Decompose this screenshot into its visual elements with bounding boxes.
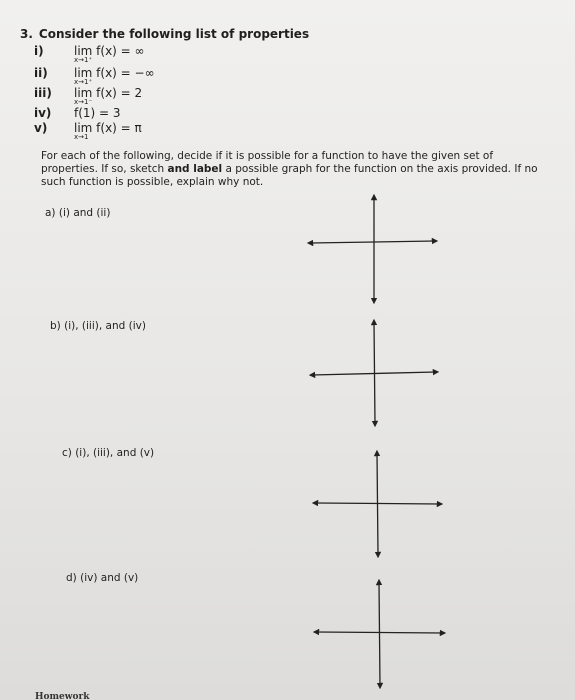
property-label: ii) [34,66,48,80]
property-limit-subscript: x→1 [74,133,89,141]
part-a-label: a) (i) and (ii) [45,207,111,219]
part-d-label: d) (iv) and (v) [66,572,139,584]
footer-cutoff-text: Homework [35,692,90,700]
part-c-label: c) (i), (iii), and (v) [62,447,155,459]
axes-c [315,453,440,555]
property-limit-subscript: x→1⁺ [74,56,93,64]
instructions-text-2: a possible graph for the function on the axis provided. If no such function is possible, explain why not. [41,163,538,188]
property-label: i) [34,44,44,58]
axes-b [312,322,436,424]
property-expression: lim f(x) = ∞ [74,44,145,58]
property-expression: f(1) = 3 [74,106,121,120]
property-label: iv) [34,106,52,120]
property-limit-subscript: x→1⁻ [74,98,93,106]
property-expression: lim f(x) = 2 [74,86,143,100]
axes-d [316,582,443,686]
property-limit-subscript: x→1⁺ [74,78,93,86]
instructions-emphasis: and label [167,163,223,175]
question-title: Consider the following list of properties [38,27,310,41]
property-label: iii) [34,86,52,100]
instructions-text-1: For each of the following, decide if it is possible for a function to have the given set of properties. If so, sketch [41,150,494,175]
part-b-label: b) (i), (iii), and (iv) [50,320,146,332]
property-expression: lim f(x) = π [74,121,142,135]
property-expression: lim f(x) = −∞ [74,66,155,80]
property-label: v) [34,121,48,135]
question-number: 3. [20,27,33,41]
axes-a [310,197,435,301]
